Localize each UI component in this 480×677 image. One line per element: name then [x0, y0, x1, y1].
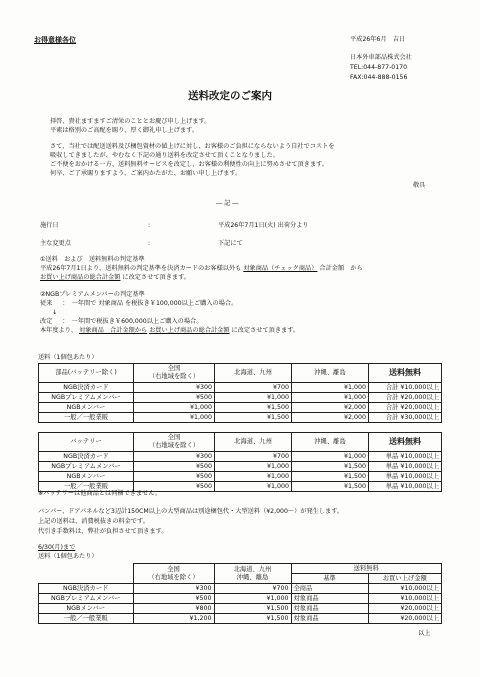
table-header: 送料無料 [369, 364, 442, 383]
table-cell: 対象商品 [291, 604, 368, 614]
table-row [39, 393, 442, 403]
table-header: 沖縄、離島 [292, 433, 369, 452]
table-cell: 対象商品 [291, 594, 368, 604]
shipping-table-parts [38, 363, 442, 423]
table-row [39, 383, 442, 393]
table-row [39, 403, 442, 413]
table-header: 北海道、九州 [215, 433, 292, 452]
table-cell: ¥300 [134, 383, 215, 393]
table-cell: 単品 ¥10,000以上 [369, 452, 442, 462]
table-cell: 一般／一般業販 [39, 614, 134, 624]
table-cell: ¥700 [215, 452, 292, 462]
table-cell: ¥1,200 [133, 614, 214, 624]
issue-date: 平成26年6月 吉日 [350, 36, 406, 43]
table-cell: ¥1,000 [292, 383, 369, 393]
greeting-line: 平素は格別のご高配を賜り、厚く御礼申し上げます。 [50, 127, 199, 134]
table-header-row [39, 564, 442, 574]
section1-line1 [40, 265, 363, 273]
table-row [39, 604, 442, 614]
ki-heading: ― 記 ― [216, 200, 239, 207]
company-tel: TEL:044-877-0170 [350, 64, 408, 71]
section2-text: に改定させて頂きます。 [231, 327, 300, 334]
table-cell: NGB決済カード [39, 452, 134, 462]
changes-value: 下記にて [218, 240, 243, 247]
changes-label: 主な変更点 [40, 240, 71, 247]
table-cell: ¥10,000以上 [368, 584, 442, 594]
section1-total: お買い上げ商品の総合計金額 [40, 274, 121, 281]
table-cell: 対象商品 [291, 614, 368, 624]
end-mark: 以上 [418, 630, 431, 637]
table-cell: 合計 ¥20,000以上 [369, 393, 442, 403]
note-line: 上記の送料は、消費税抜きの料金です。 [38, 518, 149, 525]
table-row [39, 462, 442, 472]
table-cell: NGBメンバー [39, 472, 134, 482]
note-line: バンパー、ドアパネルなど3辺計150CM以上の大型商品は別途梱包代・大型送料（¥2,000～）が発生します。 [38, 508, 344, 515]
table-header: 部品(バッテリー除く) [39, 364, 134, 383]
table-cell: NGB決済カード [39, 584, 134, 594]
table-cell: ¥500 [134, 462, 215, 472]
new-text: ： 一年間で税抜き￥600,000以上ご購入の場合。 [62, 318, 203, 325]
table-header: 全国 （右地域を除く） [133, 564, 214, 584]
table-cell: ¥1,000 [215, 393, 292, 403]
table-cell: 単品 ¥10,000以上 [369, 482, 442, 492]
table-cell: ¥500 [134, 482, 215, 492]
table-cell: ¥700 [214, 584, 291, 594]
table-cell: ¥1,500 [292, 482, 369, 492]
table-header: 北海道、九州 沖縄、離島 [214, 564, 291, 584]
table-row [39, 472, 442, 482]
table-header-row [39, 433, 442, 452]
section2-text: 本年度より、 [40, 327, 78, 334]
table-header: バッテリー [39, 433, 134, 452]
new-label: 改定 [40, 318, 53, 325]
page-title: 送料改定のご案内 [188, 90, 272, 102]
until-date: 6/30(月)まで [38, 544, 76, 551]
table-cell: ¥500 [134, 393, 215, 403]
table-cell: ¥1,000 [292, 452, 369, 462]
table-cell: ¥500 [133, 594, 214, 604]
table-header: 北海道、九州 [215, 364, 292, 383]
table-cell: ¥1,000 [215, 462, 292, 472]
table-cell: 合計 ¥10,000以上 [369, 383, 442, 393]
section1-text: に改定させて頂きます。 [122, 274, 190, 281]
table-cell: ¥20,000以上 [368, 614, 442, 624]
section2-total: お買い上げ商品の総合計金額 [149, 327, 230, 334]
table-cell: ¥10,000以上 [368, 594, 442, 604]
table-cell: 単品 ¥10,000以上 [369, 462, 442, 472]
shipping-table-until-june [38, 563, 442, 624]
greeting-line: 拝啓、貴社ますますご清栄のこととお慶び申し上げます。 [50, 118, 211, 125]
table-cell: ¥1,000 [292, 393, 369, 403]
greeting-line: 吸収してきましたが、やむなく下記の通り送料を改定させて頂くことなりました。 [50, 152, 279, 159]
table-cell: 単品 ¥10,000以上 [369, 472, 442, 482]
table-cell: NGBプレミアムメンバー [39, 462, 134, 472]
table-cell: ¥1,500 [215, 413, 292, 423]
table-header-row [39, 364, 442, 383]
section2-heading: ②NGBプレミアムメンバーの判定基準 [40, 291, 145, 298]
greeting-line: 何卒、ご了承賜りますよう、ご案内かたがた、お願い申し上げます。 [50, 170, 242, 177]
table-cell: ¥300 [133, 584, 214, 594]
greeting-line: さて、当社では配送送料及び梱包資材の値上げに対し、お客様のご負担にならないよう自社でコストを [50, 143, 335, 150]
section1-heading: ①送料 および 送料無料の判定基準 [40, 256, 145, 263]
table3-caption: 送料（1個包あたり） [38, 553, 98, 560]
table-cell: 全商品 [291, 584, 368, 594]
table-header: 送料無料 [369, 433, 442, 452]
section2-line3 [40, 327, 299, 335]
table-cell: ¥1,500 [215, 403, 292, 413]
down-arrow: ↓ [52, 309, 58, 316]
table-header: 送料無料 [291, 564, 442, 574]
table-row [39, 584, 442, 594]
recipient: お得意様各位 [34, 36, 76, 44]
section1-text: 平成26年7月1日より、送料無料の判定基準を決済カードのお客様以外も [40, 265, 242, 272]
table-cell: NGBメンバー [39, 604, 134, 614]
battery-note: ※バッテリーは他商品とは同梱できません。 [38, 490, 162, 497]
table-cell: ¥1,500 [292, 462, 369, 472]
table-row [39, 452, 442, 462]
table-header: 沖縄、離島 [292, 364, 369, 383]
company-name: 日本外車部品株式会社 [350, 54, 412, 61]
section1-target-goods: 対象商品（チェック商品） [243, 265, 318, 272]
section1-line2 [40, 274, 190, 282]
effective-label: 施行日 [40, 222, 59, 229]
company-fax: FAX:044-888-0156 [350, 74, 408, 81]
table-cell: ¥1,500 [214, 604, 291, 614]
section2-new [40, 318, 202, 326]
effective-value: 平成26年7月1日(火) 出荷分より [218, 222, 309, 229]
table-header: お買い上げ金額 [368, 574, 442, 584]
old-text: ： 一年間で 対象商品 を税抜き￥100,000以上ご購入の場合。 [62, 300, 238, 307]
table-row [39, 413, 442, 423]
changes-colon: : [148, 240, 151, 247]
note-line: 代引き手数料は、弊社が負担させて頂きます。 [38, 528, 168, 535]
table-cell: ¥1,000 [134, 403, 215, 413]
table-cell: ¥1,000 [215, 472, 292, 482]
table-corner [39, 564, 134, 584]
table-cell: ¥2,000 [292, 403, 369, 413]
table-cell: ¥300 [134, 452, 215, 462]
section2-old [40, 300, 237, 308]
old-label: 従来 [40, 300, 53, 307]
table-cell: NGBプレミアムメンバー [39, 393, 134, 403]
shipping-table-battery [38, 432, 442, 492]
greeting-line: ご不便をおかける一方、送料無料サービスを改定し、お客様の利便性の向上に努めさせて頂きます。 [50, 161, 328, 168]
table-cell: ¥500 [134, 472, 215, 482]
table-cell: NGBプレミアムメンバー [39, 594, 134, 604]
table-cell: NGBメンバー [39, 403, 134, 413]
table-header: 全国 （右地域を除く） [134, 433, 215, 452]
table-row [39, 594, 442, 604]
table-cell: 合計 ¥20,000以上 [369, 403, 442, 413]
table-cell: ¥1,000 [215, 482, 292, 492]
table-cell: ¥1,000 [214, 594, 291, 604]
table-cell: 合計 ¥30,000以上 [369, 413, 442, 423]
table-cell: 一般／一般業販 [39, 482, 134, 492]
table-cell: ¥2,000 [292, 413, 369, 423]
table-cell: ¥20,000以上 [368, 604, 442, 614]
table-cell: ¥1,500 [292, 472, 369, 482]
closing: 敬具 [413, 182, 426, 189]
table-cell: NGB決済カード [39, 383, 134, 393]
effective-colon: : [148, 222, 151, 229]
table-header: 基準 [291, 574, 368, 584]
table-cell: ¥1,000 [134, 413, 215, 423]
section1-text: 合計金額 から [319, 265, 363, 272]
table-cell: ¥700 [215, 383, 292, 393]
table-cell: ¥1,500 [214, 614, 291, 624]
table-cell: ¥800 [133, 604, 214, 614]
table-header: 全国 （右地域を除く） [134, 364, 215, 383]
table1-caption: 送料（1個包あたり） [38, 354, 98, 361]
table-row [39, 614, 442, 624]
table-cell: 一般／一般業販 [39, 413, 134, 423]
section2-target: 対象商品 合計金額から [79, 327, 148, 334]
